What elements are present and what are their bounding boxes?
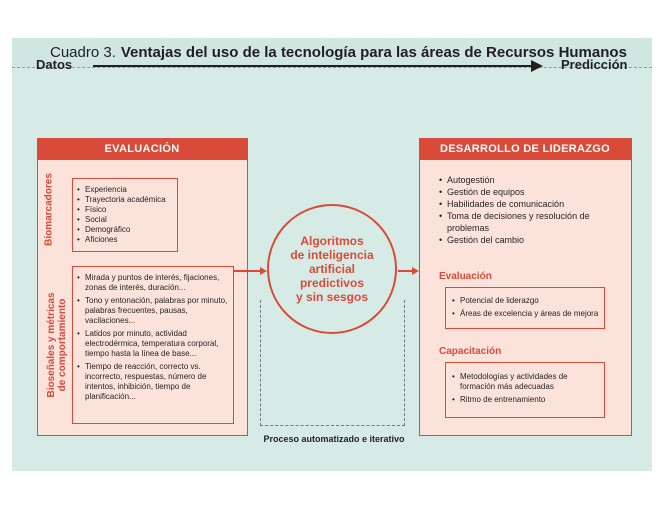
list-item: • Áreas de excelencia y áreas de mejora [452,309,599,319]
figure-title [12,38,652,68]
evaluation-list [452,296,599,319]
list-item: • Habilidades de comunicación [439,198,609,210]
title-prefix: Cuadro 3. [50,44,116,61]
leadership-list [439,174,609,246]
behavior-list [77,273,229,402]
biomarkers-box [72,178,178,252]
list-item: • Toma de decisiones y resolución de problemas [439,210,609,234]
list-item: • Gestión de equipos [439,186,609,198]
behavior-label-line-2: de comportamiento [57,298,68,392]
behavior-label-line-1: Bioseñales y métricas [46,292,57,398]
list-item: • Social [77,215,173,225]
list-item: • Latidos por minuto, actividad electrodérmica, temperatura corporal, tiempo hasta la línea de base... [77,329,229,359]
list-item: • Tiempo de reacción, correcto vs. incorrecto, respuestas, número de intentos, inhibición, tiempo de planificación... [77,362,229,402]
circle-line: artificial [308,262,355,276]
list-item: • Experiencia [77,185,173,195]
leadership-header: DESARROLLO DE LIDERAZGO [419,138,632,160]
list-item: • Físico [77,205,173,215]
list-item: • Aficiones [77,235,173,245]
list-item: • Trayectoria académica [77,195,173,205]
title-main: Ventajas del uso de la tecnología para las áreas de Recursos Humanos [120,44,627,61]
evaluation-header: EVALUACIÓN [37,138,248,160]
leadership-items [439,174,609,246]
circle-line: predictivos [299,276,364,290]
axis-start-label: Datos [36,57,73,72]
training-box [445,362,605,418]
evaluation-subtitle: Evaluación [439,271,492,282]
list-item: • Potencial de liderazgo [452,296,599,306]
circle-line: y sin sesgos [295,290,369,304]
circle-line: de inteligencia [290,248,374,262]
evaluation-box [445,287,605,329]
behavior-label [46,265,68,425]
list-item: • Autogestión [439,174,609,186]
biomarkers-list [77,185,173,245]
list-item: • Gestión del cambio [439,234,609,246]
list-item: • Ritmo de entrenamiento [452,395,599,405]
circle-line: Algoritmos [300,234,364,248]
connector-left [234,270,262,272]
training-list [452,372,599,405]
axis-end-label: Predicción [561,57,628,72]
process-caption: Proceso automatizado e iterativo [263,434,405,444]
list-item: • Mirada y puntos de interés, fijaciones, zonas de interés, duración... [77,273,229,293]
list-item: • Demográfico [77,225,173,235]
training-subtitle: Capacitación [439,346,502,357]
arrow-head-icon [260,267,267,275]
ai-algorithms-circle [267,204,397,334]
list-item: • Tono y entonación, palabras por minuto, palabras frecuentes, pausas, vacilaciones... [77,296,229,326]
arrow-head-icon [412,267,419,275]
axis-arrow-head-icon [531,60,543,72]
list-item: • Metodologías y actividades de formación más adecuadas [452,372,599,392]
axis-arrow-line [93,65,533,67]
behavior-box [72,266,234,424]
biomarkers-label: Biomarcadores [43,173,55,246]
